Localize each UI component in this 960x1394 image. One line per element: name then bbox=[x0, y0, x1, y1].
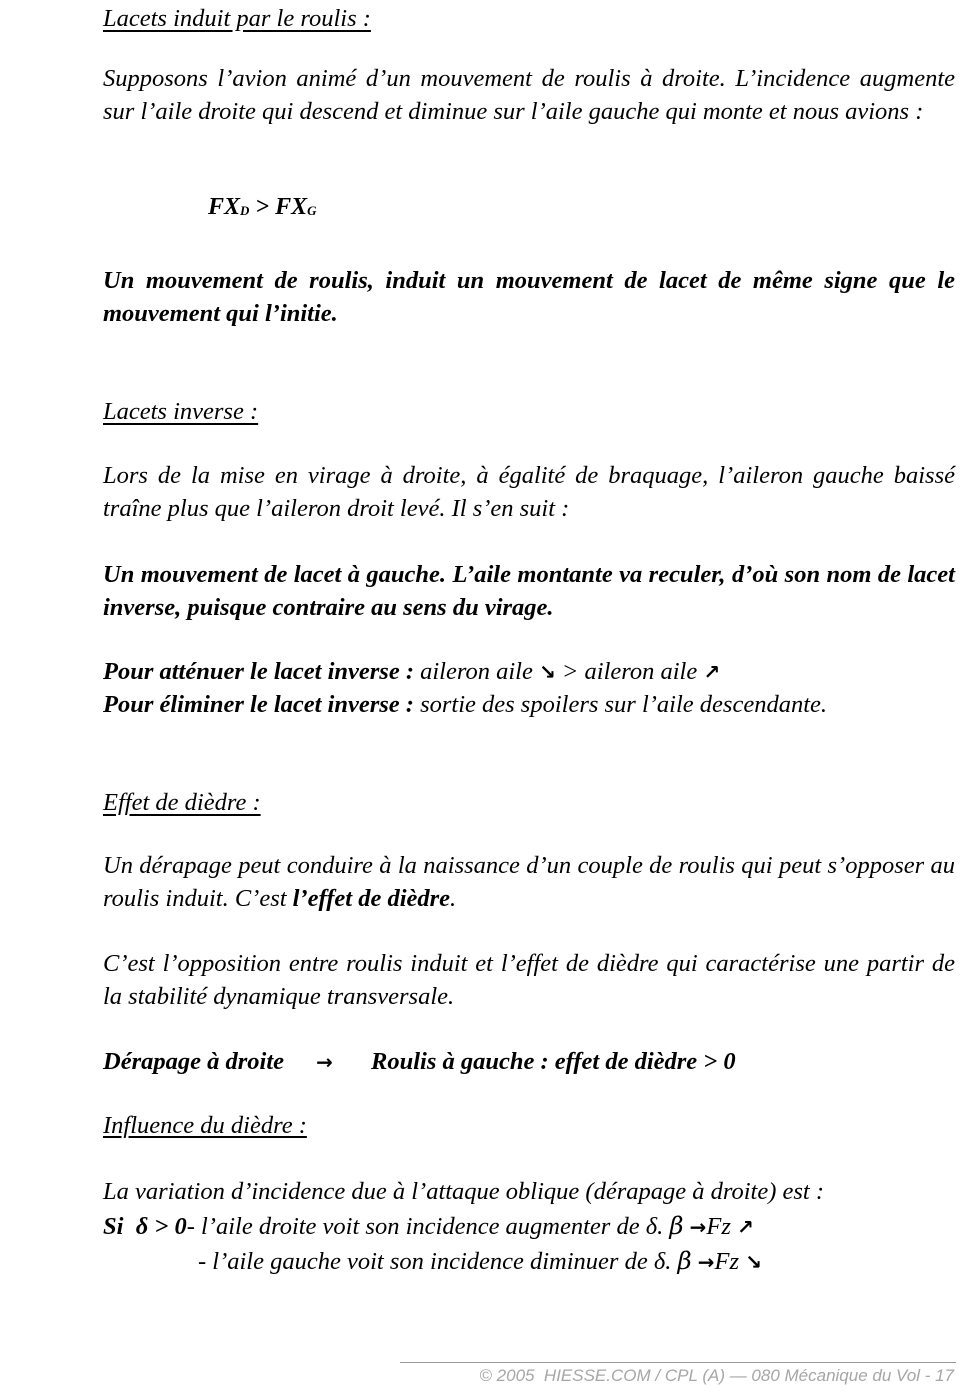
para1-c: . bbox=[450, 885, 457, 912]
line2-text: - l’aile gauche voit son incidence diminuer de δ. bbox=[198, 1248, 678, 1275]
si-label: Si bbox=[103, 1213, 124, 1240]
fz-label: Fz bbox=[706, 1213, 731, 1240]
up-right-arrow-icon: ↗ bbox=[703, 660, 721, 684]
bold-line-2: L’aile montante va reculer, d’où son nom de lacet inverse, puisque contraire au sens du virage. bbox=[103, 561, 955, 621]
rule-derapage-roulis bbox=[103, 1045, 955, 1079]
formula-fx bbox=[208, 194, 317, 221]
attenuer-line bbox=[103, 655, 955, 689]
eliminer-label: Pour éliminer le lacet inverse : bbox=[103, 691, 421, 718]
up-right-arrow-icon: ↗ bbox=[737, 1215, 754, 1239]
beta-symbol: β bbox=[677, 1246, 692, 1275]
right-arrow-icon: → bbox=[316, 1050, 333, 1074]
eliminer-line bbox=[103, 688, 955, 721]
delta-condition: δ > 0 bbox=[135, 1213, 187, 1240]
attenuer-label: Pour atténuer le lacet inverse : bbox=[103, 658, 421, 685]
line1-text: - l’aile droite voit son incidence augmenter de δ. bbox=[186, 1213, 670, 1240]
formula-right: FX bbox=[275, 194, 308, 220]
para1-a: Un dérapage peut conduire à la naissance d’un couple de roulis qui peut s’opposer au roulis induit. C’est bbox=[103, 852, 955, 912]
paragraph-opposition: C’est l’opposition entre roulis induit et l’effet de dièdre qui caractérise une partir de la stabilité dynamique transversale. bbox=[103, 950, 955, 1010]
paragraph-virage-droite: Lors de la mise en virage à droite, à égalité de braquage, l’aileron gauche baissé traîne plus que l’aileron droit levé. Il s’en suit : bbox=[103, 462, 955, 522]
footer-divider bbox=[400, 1362, 956, 1363]
attenuer-text-2: > aileron aile bbox=[555, 658, 704, 685]
down-right-arrow-icon: ↘ bbox=[538, 660, 556, 684]
formula-right-sub: G bbox=[307, 203, 317, 218]
down-right-arrow-icon: ↘ bbox=[745, 1250, 762, 1274]
page-footer: © 2005 HIESSE.COM / CPL (A) — 080 Mécanique du Vol - 17 bbox=[479, 1366, 954, 1385]
formula-left: FX bbox=[208, 194, 241, 220]
si-line-1 bbox=[103, 1209, 955, 1244]
bold-lacet-gauche bbox=[103, 558, 955, 624]
heading-effet-diedre: Effet de dièdre : bbox=[103, 789, 261, 816]
heading-lacets-induit: Lacets induit par le roulis : bbox=[103, 5, 371, 32]
heading-lacets-inverse: Lacets inverse : bbox=[103, 398, 259, 425]
conclusion-roulis: Un mouvement de roulis, induit un mouvement de lacet de même signe que le mouvement qui l’initie. bbox=[103, 267, 955, 327]
rule-left: Dérapage à droite bbox=[103, 1048, 284, 1075]
heading-influence-diedre: Influence du dièdre : bbox=[103, 1112, 307, 1139]
paragraph-variation-incidence: La variation d’incidence due à l’attaque oblique (dérapage à droite) est : bbox=[103, 1178, 825, 1205]
para1-b: l’effet de dièdre bbox=[292, 885, 451, 912]
si-line-2 bbox=[103, 1244, 955, 1279]
fz-label: Fz bbox=[714, 1248, 740, 1275]
formula-left-sub: D bbox=[240, 203, 250, 218]
right-arrow-icon: → bbox=[689, 1215, 707, 1239]
beta-symbol: β bbox=[669, 1211, 684, 1240]
attenuer-text-1: aileron aile bbox=[420, 658, 539, 685]
bold-line-1: Un mouvement de lacet à gauche. bbox=[103, 561, 447, 588]
right-arrow-icon: → bbox=[697, 1250, 715, 1274]
formula-op: > bbox=[249, 194, 276, 220]
paragraph-roulis-droite: Supposons l’avion animé d’un mouvement de roulis à droite. L’incidence augmente sur l’aile droite qui descend et diminue sur l’aile gauche qui monte et nous avions : bbox=[103, 65, 955, 125]
rule-right: Roulis à gauche : effet de dièdre > 0 bbox=[371, 1048, 736, 1075]
eliminer-text: sortie des spoilers sur l’aile descendante. bbox=[420, 691, 828, 718]
paragraph-derapage bbox=[103, 849, 955, 915]
